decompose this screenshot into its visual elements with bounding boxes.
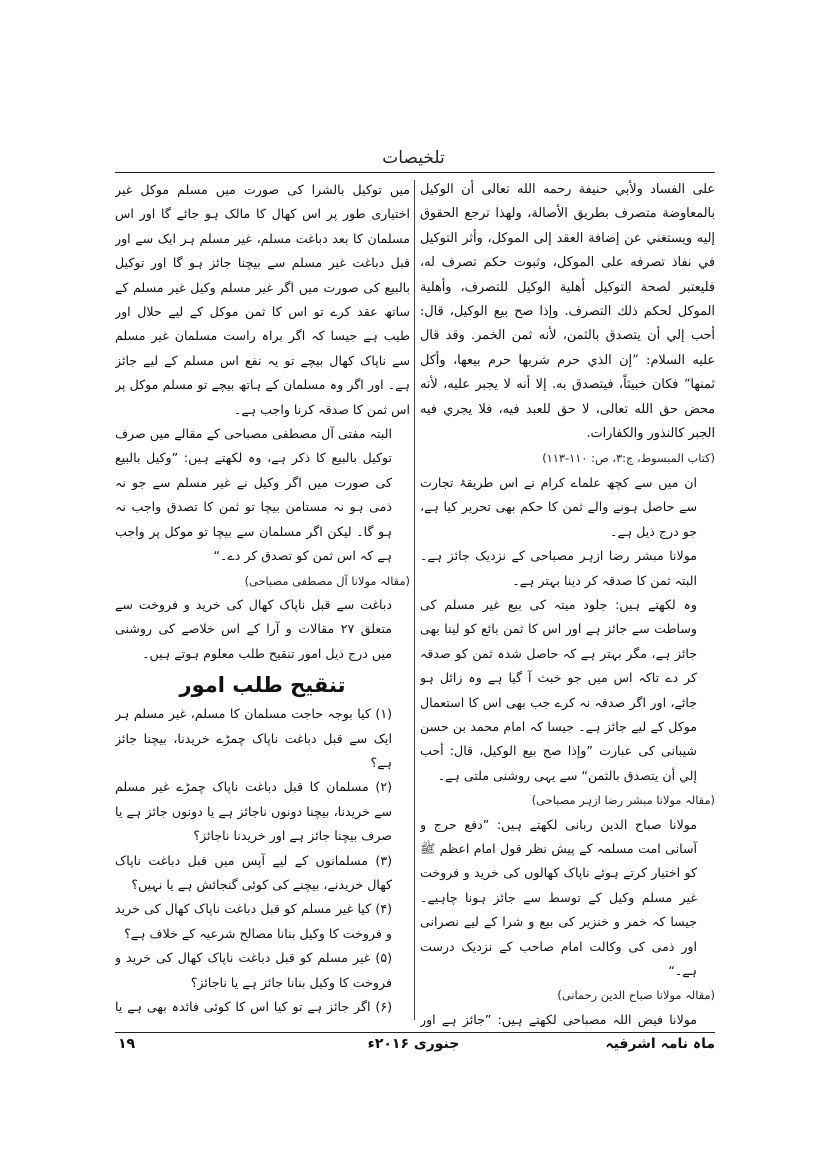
section-heading: تنقیح طلب امور bbox=[179, 673, 346, 698]
citation: (مقالہ مولانا آل مصطفی مصباحی) bbox=[244, 573, 410, 588]
paragraph: البتہ مفتی آل مصطفی مصباحی کے مقالے میں صرف توکیل بالبیع کا ذکر ہے، وہ لکھتے ہیں: ”وکیل بالبیع کی صورت میں اگر وکیل نے غیر مسلم سے جو نہ ذمی ہو نہ مستامن بیچا تو ثمن کا تصدق واجب نہ ہو گا۔ لیکن اگر مسلمان سے بیچا تو موکل پر واجب ہے کہ اس ثمن کو تصدق کر دے۔“ bbox=[115, 426, 392, 564]
paragraph: مولانا فیض اللہ مصباحی لکھتے ہیں: ”جائز ہے اور bbox=[420, 1011, 697, 1027]
citation: (مقالہ مولانا صباح الدین رحمانی) bbox=[557, 988, 715, 1003]
header-rule bbox=[115, 172, 715, 173]
page-number: ۱۹ bbox=[118, 1036, 136, 1052]
right-column bbox=[420, 178, 715, 1028]
magazine-name: ماہ نامہ اشرفیہ bbox=[605, 1036, 715, 1052]
left-column bbox=[115, 178, 410, 1023]
paragraph: مولانا صباح الدین ربانی لکھتے ہیں: ”دفع حرج و آسانی امت مسلمہ کے پیش نظر قول امام اعظم ﷺ کو اختیار کرتے ہوئے ناپاک کھالوں کی خرید و فروخت غیر مسلم وکیل کے توسط سے جائز ہونا چاہیے۔ جیسا کہ خمر و خنزیر کی بیع و شرا کے لیے نصرانی اور ذمی کی وکالت امام صاحب کے نزدیک درست ہے۔“ bbox=[420, 816, 697, 978]
paragraph: وہ لکھتے ہیں: جلود میتہ کی بیع غیر مسلم کی وساطت سے جائز ہے اور اس کا ثمن بائع کو لینا بھی جائز ہے، مگر بہتر ہے کہ حاصل شدہ ثمن کو صدقہ کر دے تاکہ اس میں جو خبث آ گیا ہے وہ زائل ہو جائے، اور اگر صدقہ نہ کرے جب بھی اس کا استعمال موکل کے لیے جائز ہے۔ جیسا کہ امام محمد بن حسن شیبانی کی عبارت ”وإذا صح بيع الوكيل، قال: أحب إلي أن يتصدق بالثمن“ سے یہی روشنی ملتی ہے۔ bbox=[420, 596, 697, 783]
question-item: (۳) مسلمانوں کے لیے آپس میں قبل دباغت ناپاک کھال خریدنے، بیچنے کی کوئی گنجائش ہے یا نہیں؟ bbox=[115, 852, 392, 892]
paragraph: مولانا مبشر رضا ازہر مصباحی کے نزدیک جائز ہے۔ البتہ ثمن کا صدقہ کر دینا بہتر ہے۔ bbox=[420, 548, 697, 588]
question-item: (۵) غیر مسلم کو قبل دباغت ناپاک کھال کی خرید و فروخت کا وکیل بنانا جائز ہے یا ناجائز؟ bbox=[115, 950, 392, 990]
running-title: تلخیصات bbox=[382, 148, 445, 168]
paragraph: ان میں سے کچھ علماے کرام نے اس طریقۂ تجارت سے حاصل ہونے والے ثمن کا حکم بھی تحریر کیا ہے، جو درج ذیل ہے۔ bbox=[420, 474, 697, 539]
column-divider bbox=[414, 180, 415, 1020]
issue-date: جنوری ۲۰۱۶ء bbox=[367, 1036, 460, 1052]
arabic-quote: على الفساد ولأبي حنيفة رحمه الله تعالى أن الوكيل بالمعاوضة متصرف بطريق الأصالة، ولهذا ترجع الحقوق إليه ويستغني عن إضافة العقد إلى الموكل، وأثر التوكيل في نفاذ تصرفه على الموكل، وثبوت حكم تصرف له، فليعتبر لصحة التوكيل أهلية الوكيل للتصرف، وأهلية الموكل لحكم ذلك التصرف. وإذا صح بيع الوكيل، قال: أحب إلي أن يتصدق بالثمن، لأنه ثمن الخمر. وقد قال عليه السلام: ”إن الذي حرم شربها حرم بيعها، وأكل ثمنها“ فكان خبيثاً، فيتصدق به. إلا أنه لا يجبر عليه، لأنه محض حق الله تعالى، لا حق للعبد فيه، فلا يجري فيه الجبر كالنذور والكفارات. bbox=[420, 182, 715, 442]
footer-rule bbox=[115, 1032, 715, 1033]
question-item: (۶) اگر جائز ہے تو کیا اس کا کوئی فائدہ بھی ہے یا bbox=[115, 999, 392, 1014]
arabic-citation: (کتاب المبسوط، ج:۳، ص: ۱۱۰-۱۱۳) bbox=[542, 451, 715, 466]
citation: (مقالہ مولانا مبشر رضا ازہر مصباحی) bbox=[531, 793, 715, 808]
question-item: (۱) کیا بوجہ حاجت مسلمان کا مسلم، غیر مسلم ہر ایک سے قبل دباغت ناپاک چمڑے خریدنا، بیچنا جائز ہے؟ bbox=[115, 706, 392, 770]
paragraph: دباغت سے قبل ناپاک کھال کی خرید و فروخت سے متعلق ۲۷ مقالات و آرا کے اس خلاصے کی روشنی میں درج ذیل امور تنقیح طلب معلوم ہوتے ہیں۔ bbox=[115, 596, 392, 661]
question-item: (۲) مسلمان کا قبل دباغت ناپاک چمڑے غیر مسلم سے خریدنا، بیچنا دونوں ناجائز ہے یا دونوں جائز ہے یا صرف بیچنا جائز ہے اور خریدنا ناجائز؟ bbox=[115, 779, 392, 844]
paragraph: میں توکیل بالشرا کی صورت میں مسلم موکل غیر اختیاری طور پر اس کھال کا مالک ہو جائے گا اور اس مسلمان کا بعد دباغت مسلم، غیر مسلم ہر ایک سے اور قبل دباغت غیر مسلم سے بیچنا جائز ہو گا اور توکیل بالبیع کی صورت میں اگر غیر مسلم وکیل غیر مسلم کے ساتھ عقد کرے تو اس کا ثمن موکل کے لیے حلال اور طیب ہے جیسا کہ اگر براہ راست مسلمان غیر مسلم سے ناپاک کھال بیچے تو یہ نفع اس مسلم کے لیے جائز ہے۔ اور اگر وہ مسلمان کے ہاتھ بیچے تو مسلم موکل پر اس ثمن کا صدقہ کرنا واجب ہے۔ bbox=[115, 182, 410, 417]
question-item: (۴) کیا غیر مسلم کو قبل دباغت ناپاک کھال کی خرید و فروخت کا وکیل بنانا مصالح شرعیہ کے خلاف ہے؟ bbox=[115, 901, 392, 941]
